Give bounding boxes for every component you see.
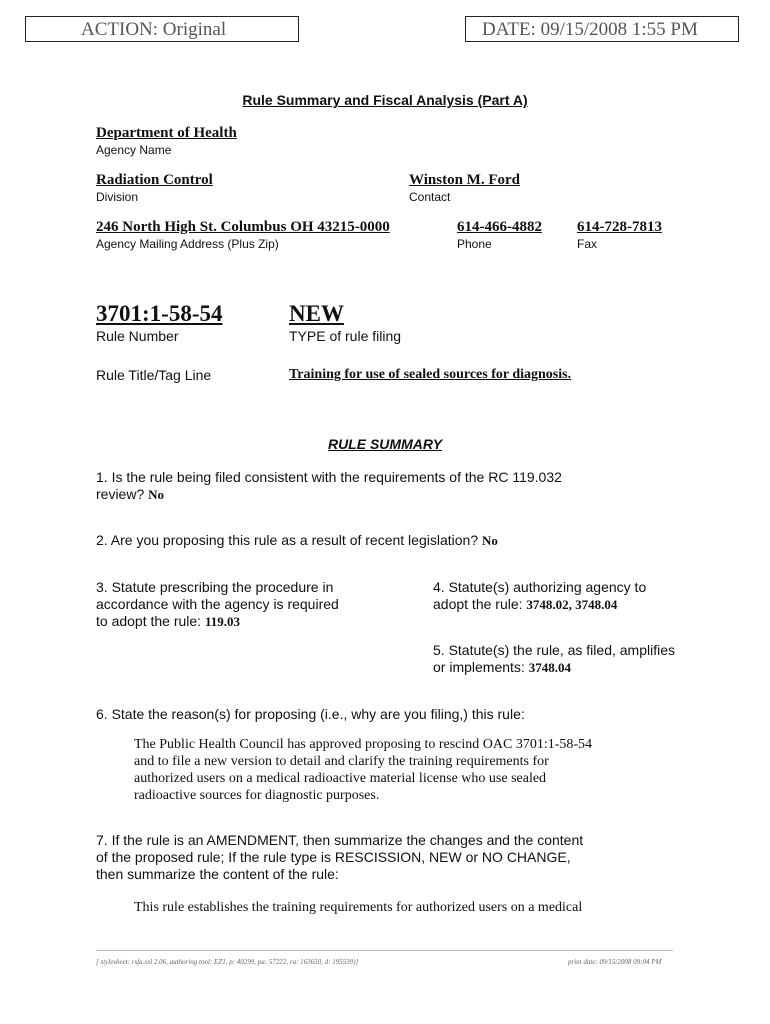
- question-4-line-2-text: adopt the rule:: [433, 596, 523, 612]
- question-7-line: 7. If the rule is an AMENDMENT, then summarize the changes and the content: [96, 832, 584, 848]
- question-3-line-2: accordance with the agency is required: [96, 596, 339, 612]
- question-4-line-1: 4. Statute(s) authorizing agency to: [433, 579, 647, 595]
- question-4-line-2: [433, 596, 646, 613]
- question-2-answer: No: [482, 533, 498, 548]
- phone-value: 614-466-4882: [457, 219, 542, 235]
- address-value: 246 North High St. Columbus OH 43215-0000: [96, 219, 390, 235]
- question-3-line-1: 3. Statute prescribing the procedure in: [96, 579, 334, 595]
- question-1-line-1: 1. Is the rule being filed consistent with the requirements of the RC 119.032: [96, 469, 562, 485]
- question-7-line: of the proposed rule; If the rule type is RESCISSION, NEW or NO CHANGE,: [96, 849, 571, 865]
- question-3-line-3: [96, 613, 339, 630]
- question-6-answer-line: authorized users on a medical radioactive material license who use sealed: [134, 771, 547, 786]
- action-text: ACTION: Original: [81, 19, 227, 40]
- question-6-answer-line: radioactive sources for diagnostic purposes.: [134, 788, 380, 803]
- footer-print-date: print date: 09/15/2008 09:04 PM: [568, 958, 662, 966]
- fax-label: Fax: [577, 237, 598, 251]
- question-7-line: then summarize the content of the rule:: [96, 866, 339, 882]
- footer-divider: [96, 950, 673, 951]
- question-6-answer-line: and to file a new version to detail and clarify the training requirements for: [134, 754, 549, 769]
- question-7: [96, 832, 583, 883]
- rule-number-value: 3701:1-58-54: [96, 301, 223, 326]
- rule-title-label: Rule Title/Tag Line: [96, 367, 212, 383]
- question-5: [433, 642, 675, 676]
- division-value: Radiation Control: [96, 172, 213, 188]
- summary-heading: RULE SUMMARY: [327, 436, 443, 452]
- address-label: Agency Mailing Address (Plus Zip): [96, 237, 279, 251]
- question-1-line-2: [96, 486, 562, 503]
- rule-type-value: NEW: [289, 301, 344, 326]
- phone-label: Phone: [457, 237, 492, 251]
- question-6-answer: [134, 736, 592, 804]
- question-6-answer-line: The Public Health Council has approved proposing to rescind OAC 3701:1-58-54: [134, 737, 593, 752]
- question-1-line-2-text: review?: [96, 486, 145, 502]
- division-label: Division: [96, 190, 139, 204]
- question-2-text: 2. Are you proposing this rule as a result of recent legislation?: [96, 532, 479, 548]
- question-4-answer: 3748.02, 3748.04: [526, 597, 618, 612]
- question-1: [96, 469, 562, 503]
- question-5-answer: 3748.04: [528, 660, 571, 675]
- date-box: [465, 16, 739, 42]
- page-title: Rule Summary and Fiscal Analysis (Part A): [242, 92, 528, 108]
- footer-stylesheet-info: [ stylesheet: rsfa.xsl 2.06, authoring tool: EZ1, p: 40299, pa: 57222, ra: 163650, d: 195539)]: [96, 958, 359, 966]
- contact-value: Winston M. Ford: [409, 172, 520, 188]
- agency-name-label: Agency Name: [96, 143, 172, 157]
- question-2: [96, 532, 498, 549]
- question-1-answer: No: [148, 487, 165, 502]
- contact-label: Contact: [409, 190, 451, 204]
- question-5-line-2: [433, 659, 675, 676]
- agency-name-value: Department of Health: [96, 125, 237, 141]
- question-6: 6. State the reason(s) for proposing (i.e., why are you filing,) this rule:: [96, 706, 525, 722]
- question-3-line-3-text: to adopt the rule:: [96, 613, 202, 629]
- question-3-answer: 119.03: [204, 614, 241, 629]
- action-box: [25, 16, 299, 42]
- rule-type-label: TYPE of rule filing: [289, 328, 402, 344]
- rule-title-value: Training for use of sealed sources for diagnosis.: [289, 367, 572, 382]
- question-7-answer: This rule establishes the training requirements for authorized users on a medical: [134, 900, 583, 915]
- date-text: DATE: 09/15/2008 1:55 PM: [482, 19, 698, 40]
- question-5-line-2-text: or implements:: [433, 659, 525, 675]
- rule-number-label: Rule Number: [96, 328, 179, 344]
- question-3: [96, 579, 339, 630]
- fax-value: 614-728-7813: [577, 219, 662, 235]
- question-4: [433, 579, 646, 613]
- question-5-line-1: 5. Statute(s) the rule, as filed, amplifies: [433, 642, 675, 658]
